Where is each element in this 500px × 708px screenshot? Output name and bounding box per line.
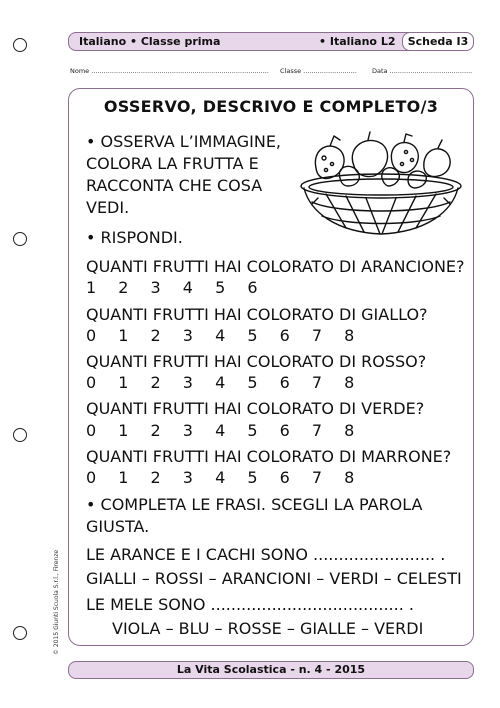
complete-heading-line-1: • COMPLETA LE FRASI. SCEGLI LA PAROLA	[86, 495, 423, 514]
punch-hole-middle-lower	[13, 428, 27, 442]
choices-oranges: GIALLI – ROSSI – ARANCIONI – VERDI – CELESTI	[86, 569, 462, 588]
header-course: • Italiano L2	[319, 35, 396, 48]
header-subject: Italiano • Classe prima	[79, 35, 221, 48]
options-brown[interactable]: 0 1 2 3 4 5 6 7 8	[86, 468, 355, 487]
name-field[interactable]: Nome ......................................................................................	[70, 67, 269, 75]
intro-line-2: COLORA LA FRUTTA E	[86, 154, 259, 173]
sentence-oranges[interactable]: LE ARANCE E I CACHI SONO ........................ .	[86, 545, 446, 564]
options-orange[interactable]: 1 2 3 4 5 6	[86, 278, 259, 297]
question-yellow: QUANTI FRUTTI HAI COLORATO DI GIALLO?	[86, 305, 428, 324]
punch-hole-top	[13, 38, 27, 52]
worksheet-tag: Scheda I3	[402, 32, 474, 51]
sentence-apples[interactable]: LE MELE SONO ...................................... .	[86, 595, 414, 614]
options-green[interactable]: 0 1 2 3 4 5 6 7 8	[86, 421, 355, 440]
question-orange: QUANTI FRUTTI HAI COLORATO DI ARANCIONE?	[86, 257, 465, 276]
class-field[interactable]: Classe ..........................	[280, 67, 357, 75]
fruit-basket-illustration[interactable]	[296, 128, 466, 240]
footer-bar: La Vita Scolastica - n. 4 - 2015	[68, 661, 474, 679]
intro-line-1: • OSSERVA L’IMMAGINE,	[86, 132, 282, 151]
options-yellow[interactable]: 0 1 2 3 4 5 6 7 8	[86, 326, 355, 345]
question-brown: QUANTI FRUTTI HAI COLORATO DI MARRONE?	[86, 447, 452, 466]
question-green: QUANTI FRUTTI HAI COLORATO DI VERDE?	[86, 399, 425, 418]
header-bar	[68, 32, 474, 51]
date-field[interactable]: Data ........................................	[372, 67, 473, 75]
choices-apples: VIOLA – BLU – ROSSE – GIALLE – VERDI	[112, 619, 424, 638]
question-red: QUANTI FRUTTI HAI COLORATO DI ROSSO?	[86, 352, 427, 371]
copyright-note: © 2015 Giunti Scuola S.r.l., Firenze	[53, 549, 60, 655]
page-title: OSSERVO, DESCRIVO E COMPLETO/3	[103, 97, 439, 116]
intro-line-3: RACCONTA CHE COSA	[86, 176, 263, 195]
punch-hole-bottom	[13, 626, 27, 640]
options-red[interactable]: 0 1 2 3 4 5 6 7 8	[86, 373, 355, 392]
answer-heading: • RISPONDI.	[86, 228, 183, 247]
complete-heading-line-2: GIUSTA.	[86, 517, 150, 536]
intro-line-4: VEDI.	[86, 198, 130, 217]
punch-hole-middle-upper	[13, 232, 27, 246]
